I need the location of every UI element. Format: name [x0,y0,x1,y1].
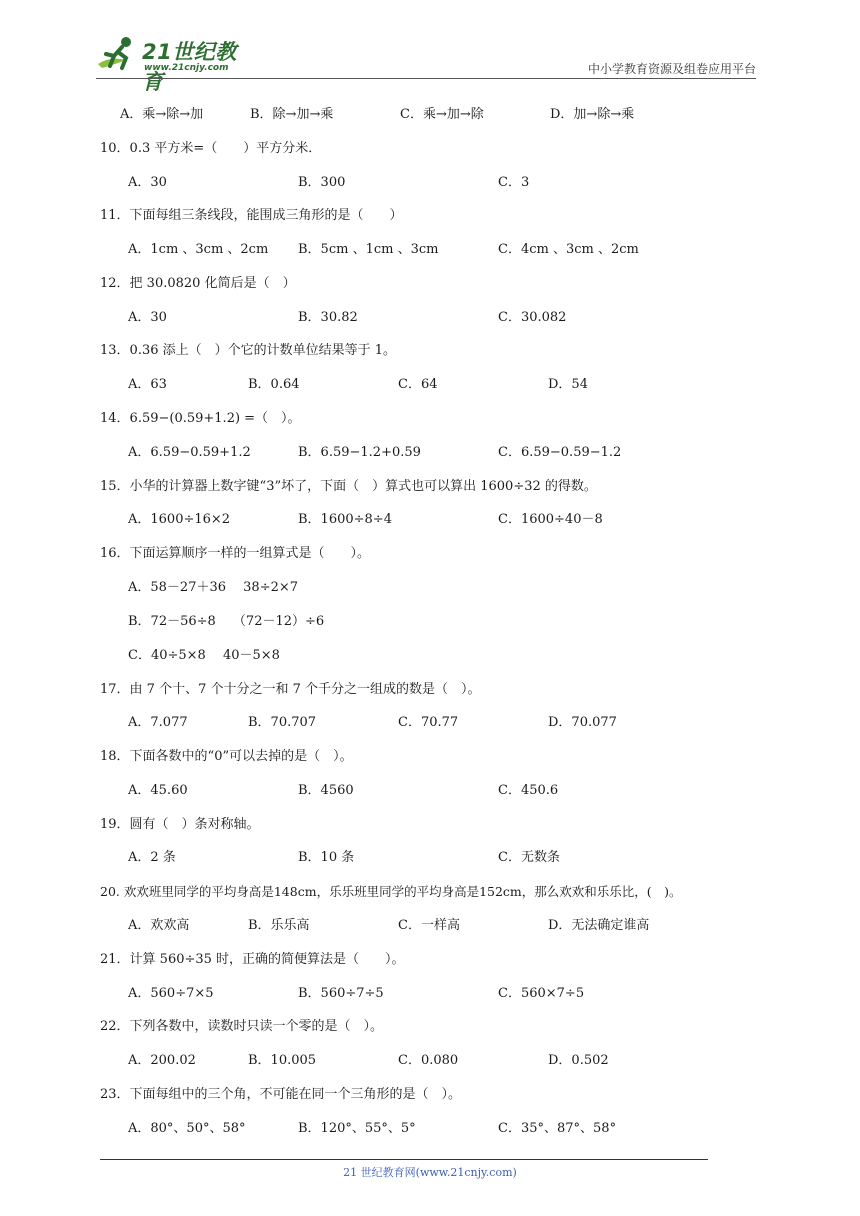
option: C．0.080 [398,1053,459,1068]
option: A．45.60 [128,783,188,798]
option: B．4560 [298,783,354,798]
option: A．7.077 [128,715,188,730]
page-footer: 21 世纪教育网(www.21cnjy.com) [343,1166,517,1179]
option: B．1600÷8÷4 [298,512,392,527]
option: B．10.005 [248,1053,317,1068]
option: B．72－56÷8 （72－12）÷6 [128,614,325,629]
option: B．5cm 、1cm 、3cm [298,242,439,257]
option: C．70.77 [398,715,459,730]
option: C．4cm 、3cm 、2cm [498,242,639,257]
option: B．120°、55°、5° [298,1121,416,1136]
option: B．30.82 [298,310,358,325]
header-divider [96,78,756,79]
option: C．30.082 [498,310,567,325]
option: A．1cm 、3cm 、2cm [128,242,269,257]
question-stem: 11．下面每组三条线段，能围成三角形的是（ ） [100,208,403,223]
option: A．80°、50°、58° [128,1121,246,1136]
question-stem: 18．下面各数中的“0”可以去掉的是（ ）。 [100,749,353,764]
option: A．30 [128,175,167,190]
question-stem: 12．把 30.0820 化简后是（ ） [100,276,296,291]
q9-option-b: B．除→加→乘 [250,107,334,122]
option: C．3 [498,175,530,190]
option: C．无数条 [498,850,560,865]
option: A．63 [128,377,167,392]
option: B．乐乐高 [248,918,310,933]
option: A．6.59−0.59+1.2 [128,445,251,460]
option: C．35°、87°、58° [498,1121,617,1136]
question-stem: 14．6.59−(0.59+1.2) =（ ）。 [100,411,301,426]
option: D．54 [548,377,588,392]
option: B．560÷7÷5 [298,986,384,1001]
question-stem: 19．圆有（ ）条对称轴。 [100,817,260,832]
option: A．2 条 [128,850,176,865]
option: C．6.59−0.59−1.2 [498,445,622,460]
option: D．无法确定谁高 [548,918,650,933]
footer-divider [100,1159,708,1160]
question-stem: 20. 欢欢班里同学的平均身高是148cm，乐乐班里同学的平均身高是152cm，那么欢欢和乐乐比，( )。 [100,884,682,899]
option: C．64 [398,377,438,392]
option: A．30 [128,310,167,325]
logo-text: 21世纪教育 [142,40,237,94]
option: D．70.077 [548,715,617,730]
option: A．58－27＋36 38÷2×7 [128,580,299,595]
option: B．10 条 [298,850,355,865]
logo [96,34,256,94]
option: B．0.64 [248,377,300,392]
question-stem: 21．计算 560÷35 时，正确的简便算法是（ ）。 [100,952,405,967]
question-stem: 13．0.36 添上（ ）个它的计数单位结果等于 1。 [100,343,397,358]
runner-logo-icon [96,34,140,74]
platform-title: 中小学教育资源及组卷应用平台 [587,62,756,76]
option: B．70.707 [248,715,317,730]
option: C．一样高 [398,918,460,933]
option: D．0.502 [548,1053,609,1068]
logo-url: www.21cnjy.com [144,63,229,73]
question-stem: 23．下面每组中的三个角，不可能在同一个三角形的是（ ）。 [100,1087,462,1102]
question-stem: 10．0.3 平方米=（ ）平方分米． [100,141,322,156]
option: C．450.6 [498,783,559,798]
q9-option-c: C．乘→加→除 [400,107,484,122]
question-stem: 15．小华的计算器上数字键“3”坏了，下面（ ）算式也可以算出 1600÷32 的得数。 [100,479,597,494]
q9-option-a: A．乘→除→加 [120,107,204,122]
option: C．40÷5×8 40－5×8 [128,648,280,663]
question-stem: 22．下列各数中，读数时只读一个零的是（ ）。 [100,1019,384,1034]
q9-option-d: D．加→除→乘 [550,107,635,122]
option: A．欢欢高 [128,918,190,933]
option: A．200.02 [128,1053,196,1068]
question-stem: 17．由 7 个十、7 个十分之一和 7 个千分之一组成的数是（ ）。 [100,682,481,697]
option: A．1600÷16×2 [128,512,231,527]
question-stem: 16．下面运算顺序一样的一组算式是（ ）。 [100,546,371,561]
option: A．560÷7×5 [128,986,214,1001]
option: C．1600÷40－8 [498,512,603,527]
option: B．6.59−1.2+0.59 [298,445,421,460]
option: B．300 [298,175,346,190]
page-header [0,0,860,94]
option: C．560×7÷5 [498,986,585,1001]
